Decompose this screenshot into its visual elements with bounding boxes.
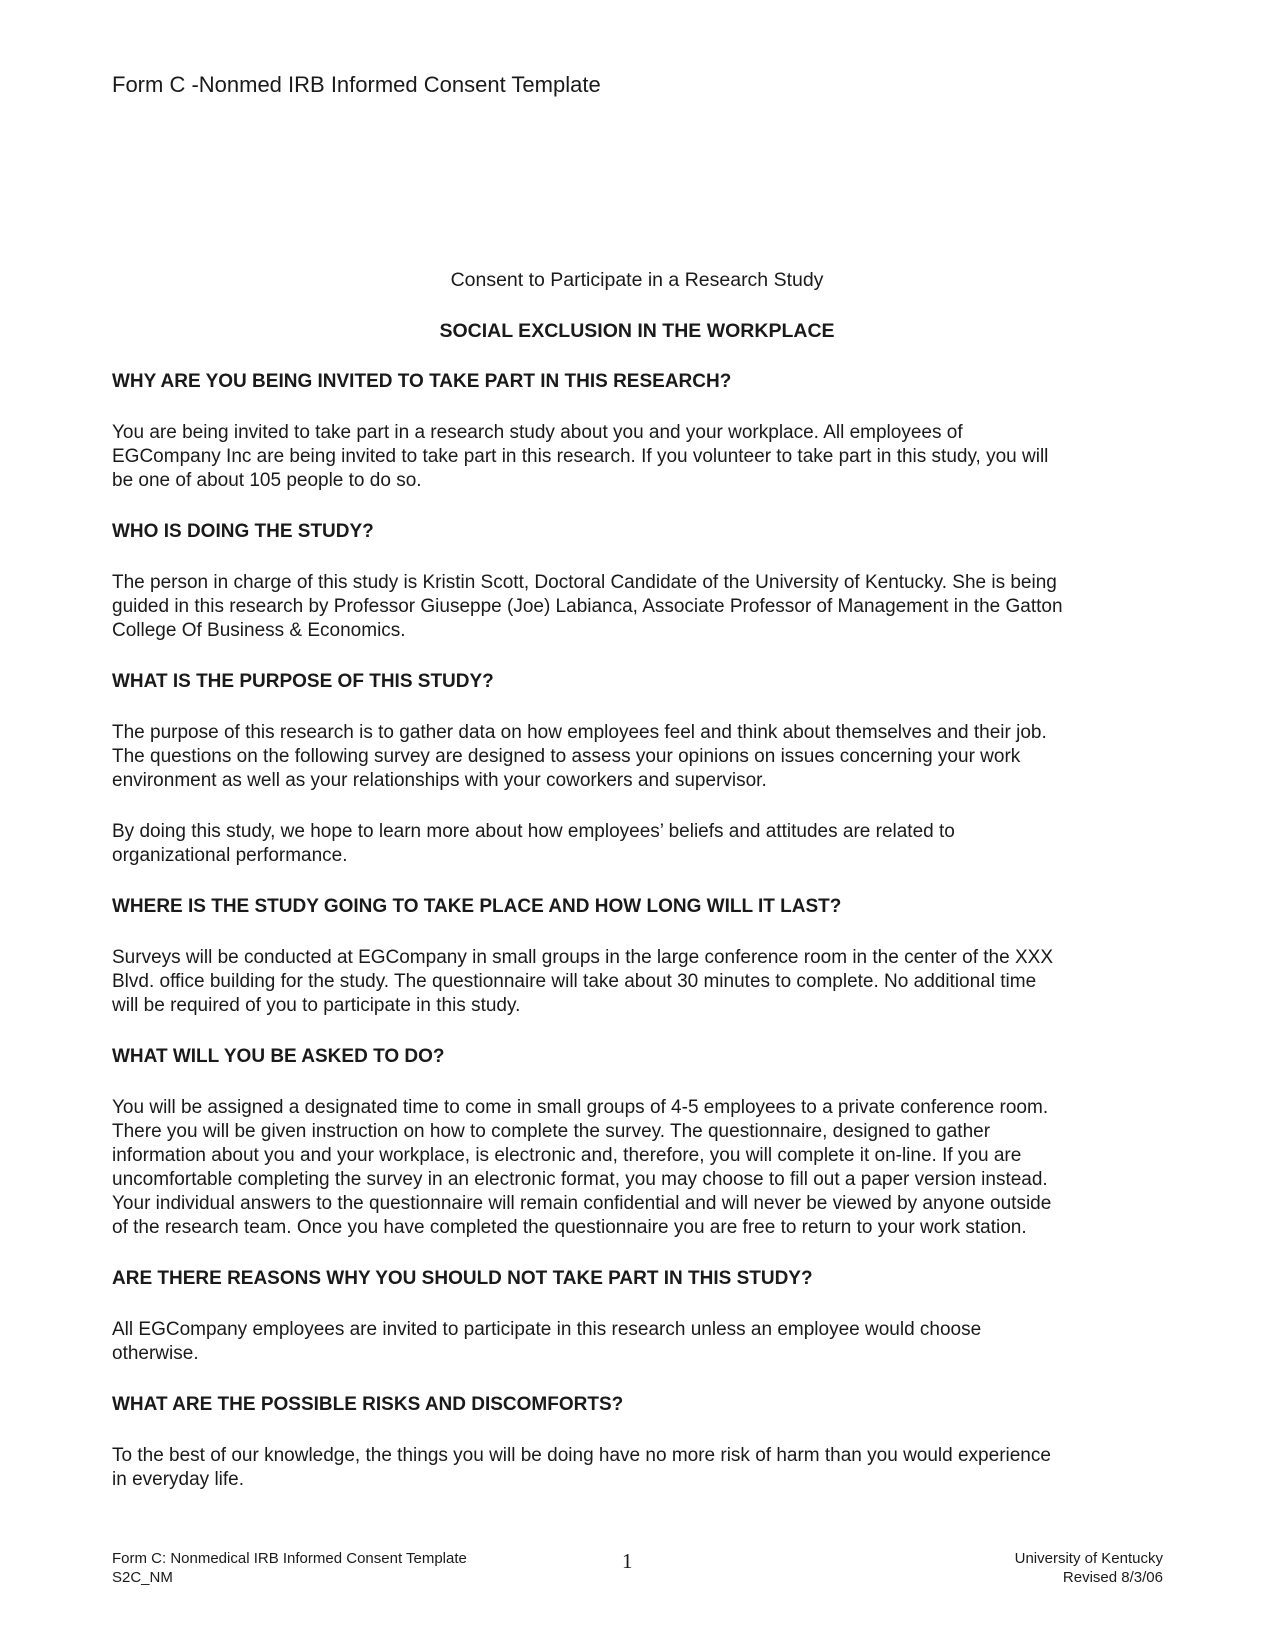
paragraph-line: uncomfortable completing the survey in an electronic format, you may choose to fill out a paper version instead.: [112, 1169, 1048, 1190]
section-paragraph: [112, 820, 1162, 868]
section-heading: WHY ARE YOU BEING INVITED TO TAKE PART IN THIS RESEARCH?: [112, 371, 732, 392]
paragraph-line: organizational performance.: [112, 845, 348, 866]
paragraph-line: of the research team. Once you have completed the questionnaire you are free to return to your work station.: [112, 1217, 1027, 1238]
paragraph-line: otherwise.: [112, 1343, 199, 1364]
paragraph-line: Blvd. office building for the study. The questionnaire will take about 30 minutes to complete. No additional time: [112, 971, 1037, 992]
form-header-label: Form C -Nonmed IRB Informed Consent Template: [112, 72, 601, 97]
paragraph-line: By doing this study, we hope to learn more about how employees’ beliefs and attitudes are related to: [112, 821, 955, 842]
section-heading: WHAT IS THE PURPOSE OF THIS STUDY?: [112, 671, 494, 692]
footer-form-name: Form C: Nonmedical IRB Informed Consent Template: [112, 1550, 467, 1567]
document-subtitle: Consent to Participate in a Research Study: [450, 269, 824, 291]
section-paragraph: [112, 1318, 1162, 1366]
paragraph-line: in everyday life.: [112, 1469, 245, 1490]
paragraph-line: The purpose of this research is to gather data on how employees feel and think about themselves and their job.: [112, 722, 1047, 743]
paragraph-line: will be required of you to participate in this study.: [112, 995, 521, 1016]
document-title: SOCIAL EXCLUSION IN THE WORKPLACE: [439, 320, 835, 342]
section-paragraph: [112, 946, 1162, 1018]
section-paragraph: [112, 1444, 1162, 1492]
section-paragraph: [112, 571, 1162, 643]
paragraph-line: There you will be given instruction on how to complete the survey. The questionnaire, designed to gather: [112, 1121, 991, 1142]
consent-document-body: [112, 268, 1162, 1519]
footer-revision-date: Revised 8/3/06: [1062, 1569, 1163, 1586]
paragraph-line: To the best of our knowledge, the things you will be doing have no more risk of harm than you would experience: [112, 1445, 1051, 1466]
paragraph-line: The person in charge of this study is Kristin Scott, Doctoral Candidate of the University of Kentucky. She is being: [112, 572, 1057, 593]
paragraph-line: Your individual answers to the questionnaire will remain confidential and will never be viewed by anyone outside: [112, 1193, 1052, 1214]
footer-institution: University of Kentucky: [1014, 1550, 1163, 1567]
paragraph-line: be one of about 105 people to do so.: [112, 470, 422, 491]
sections-container: [112, 370, 1162, 1492]
paragraph-line: Surveys will be conducted at EGCompany in small groups in the large conference room in the center of the XXX: [112, 947, 1053, 968]
paragraph-line: guided in this research by Professor Giuseppe (Joe) Labianca, Associate Professor of Management in the Gatton: [112, 596, 1063, 617]
footer-form-code: S2C_NM: [112, 1569, 173, 1586]
paragraph-line: information about you and your workplace, is electronic and, therefore, you will complete it on-line. If you are: [112, 1145, 1022, 1166]
paragraph-line: You will be assigned a designated time to come in small groups of 4-5 employees to a private conference room.: [112, 1097, 1049, 1118]
footer-institution-info: [1015, 1549, 1163, 1587]
section-heading: WHERE IS THE STUDY GOING TO TAKE PLACE AND HOW LONG WILL IT LAST?: [112, 896, 842, 917]
paragraph-line: The questions on the following survey are designed to assess your opinions on issues concerning your work: [112, 746, 1021, 767]
paragraph-line: EGCompany Inc are being invited to take part in this research. If you volunteer to take part in this study, you will: [112, 446, 1049, 467]
section-heading: WHAT ARE THE POSSIBLE RISKS AND DISCOMFORTS?: [112, 1394, 624, 1415]
section-paragraph: [112, 1096, 1162, 1240]
page-number: 1: [622, 1549, 633, 1573]
paragraph-line: All EGCompany employees are invited to participate in this research unless an employee would choose: [112, 1319, 982, 1340]
footer-form-info: [112, 1549, 467, 1587]
section-heading: WHO IS DOING THE STUDY?: [112, 521, 374, 542]
section-heading: ARE THERE REASONS WHY YOU SHOULD NOT TAKE PART IN THIS STUDY?: [112, 1268, 813, 1289]
section-paragraph: [112, 721, 1162, 793]
paragraph-line: environment as well as your relationships with your coworkers and supervisor.: [112, 770, 767, 791]
paragraph-line: You are being invited to take part in a research study about you and your workplace. All employees of: [112, 422, 963, 443]
section-heading: WHAT WILL YOU BE ASKED TO DO?: [112, 1046, 445, 1067]
paragraph-line: College Of Business & Economics.: [112, 620, 406, 641]
section-paragraph: [112, 421, 1162, 493]
